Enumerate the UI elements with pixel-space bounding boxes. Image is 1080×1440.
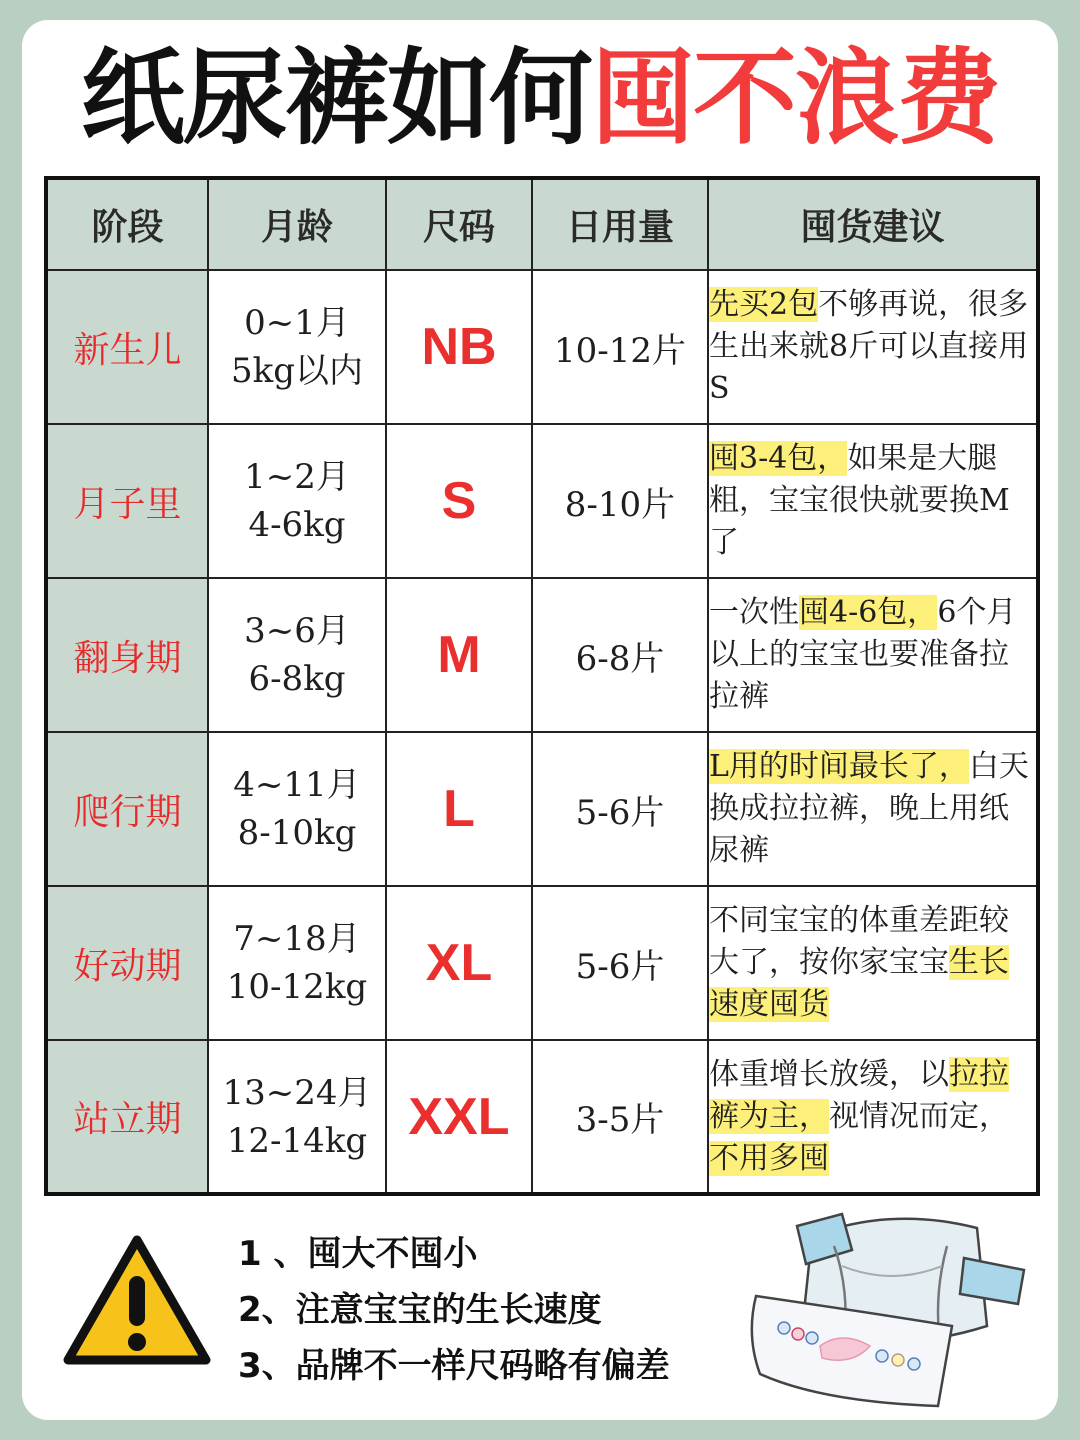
advice-text: 一次性 (709, 595, 799, 630)
age-line: 10-12kg (226, 967, 368, 1007)
advice-text: 不同宝宝的体重差距较大了，按你家宝宝 (709, 903, 1009, 980)
header-age: 月龄 (208, 178, 386, 270)
age-line: 1~2月 (244, 457, 350, 497)
size-cell: XL (386, 886, 532, 1040)
age-cell (208, 270, 386, 424)
table-row (46, 886, 1038, 1040)
tip-item: 1 、囤大不囤小 (238, 1234, 478, 1274)
table-row (46, 270, 1038, 424)
age-cell (208, 424, 386, 578)
age-line: 7~18月 (233, 919, 361, 959)
stage-cell: 翻身期 (46, 578, 208, 732)
diaper-size-table (44, 176, 1040, 1196)
header-size: 尺码 (386, 178, 532, 270)
page-title (22, 28, 1058, 168)
advice-cell (708, 578, 1038, 732)
size-cell: M (386, 578, 532, 732)
title-part-2: 囤不浪费 (591, 37, 1000, 159)
age-line: 13~24月 (222, 1072, 372, 1113)
stage-cell: 月子里 (46, 424, 208, 578)
usage-cell: 5-6片 (532, 886, 708, 1040)
age-cell (208, 732, 386, 886)
age-line: 12-14kg (226, 1120, 368, 1161)
advice-cell (708, 1040, 1038, 1194)
stage-cell: 好动期 (46, 886, 208, 1040)
advice-highlight: L用的时间最长了， (709, 749, 969, 784)
header-usage: 日用量 (532, 178, 708, 270)
usage-cell: 10-12片 (532, 270, 708, 424)
tip-item: 3、品牌不一样尺码略有偏差 (238, 1346, 670, 1386)
advice-cell (708, 270, 1038, 424)
age-line: 3~6月 (244, 611, 350, 651)
advice-highlight: 拉拉裤为主， (709, 1056, 1009, 1134)
advice-cell (708, 732, 1038, 886)
advice-highlight: 生长速度囤货 (709, 945, 1009, 1022)
age-cell (208, 1040, 386, 1194)
header-advice: 囤货建议 (708, 178, 1038, 270)
usage-cell: 3-5片 (532, 1040, 708, 1194)
diaper-illustration (742, 1206, 1042, 1412)
title-part-1: 纸尿裤如何 (80, 37, 591, 159)
advice-text: 不够再说，很多生出来就8斤可以直接用S (709, 287, 1029, 406)
advice-cell (708, 424, 1038, 578)
usage-cell: 8-10片 (532, 424, 708, 578)
size-cell: L (386, 732, 532, 886)
advice-text: 白天换成拉拉裤，晚上用纸尿裤 (709, 749, 1029, 868)
advice-highlight: 不用多囤 (709, 1140, 829, 1176)
age-cell (208, 886, 386, 1040)
advice-text: 6个月以上的宝宝也要准备拉拉裤 (709, 595, 1017, 714)
table-row (46, 732, 1038, 886)
size-cell: NB (386, 270, 532, 424)
tips-list (238, 1226, 798, 1394)
warning-triangle-icon (62, 1234, 212, 1368)
table-row (46, 424, 1038, 578)
age-line: 4-6kg (248, 505, 346, 545)
table-header-row (46, 178, 1038, 270)
table-row (46, 578, 1038, 732)
advice-text: 如果是大腿粗，宝宝很快就要换M了 (709, 441, 1010, 560)
stage-cell: 站立期 (46, 1040, 208, 1194)
header-stage: 阶段 (46, 178, 208, 270)
age-line: 5kg以内 (231, 351, 363, 391)
age-line: 8-10kg (237, 813, 357, 853)
size-cell: S (386, 424, 532, 578)
age-cell (208, 578, 386, 732)
advice-highlight: 囤4-6包， (799, 595, 938, 630)
age-line: 0~1月 (244, 303, 350, 343)
table-row (46, 1040, 1038, 1194)
advice-highlight: 先买2包 (709, 287, 819, 322)
usage-cell: 5-6片 (532, 732, 708, 886)
usage-cell: 6-8片 (532, 578, 708, 732)
age-line: 4~11月 (233, 765, 361, 805)
stage-cell: 新生儿 (46, 270, 208, 424)
stage-cell: 爬行期 (46, 732, 208, 886)
advice-cell (708, 886, 1038, 1040)
tip-item: 2、注意宝宝的生长速度 (238, 1290, 602, 1330)
size-cell: XXL (386, 1040, 532, 1194)
advice-text: 体重增长放缓，以 (709, 1056, 949, 1092)
advice-highlight: 囤3-4包， (709, 441, 848, 476)
advice-text: 视情况而定， (829, 1098, 1009, 1134)
age-line: 6-8kg (248, 659, 346, 699)
